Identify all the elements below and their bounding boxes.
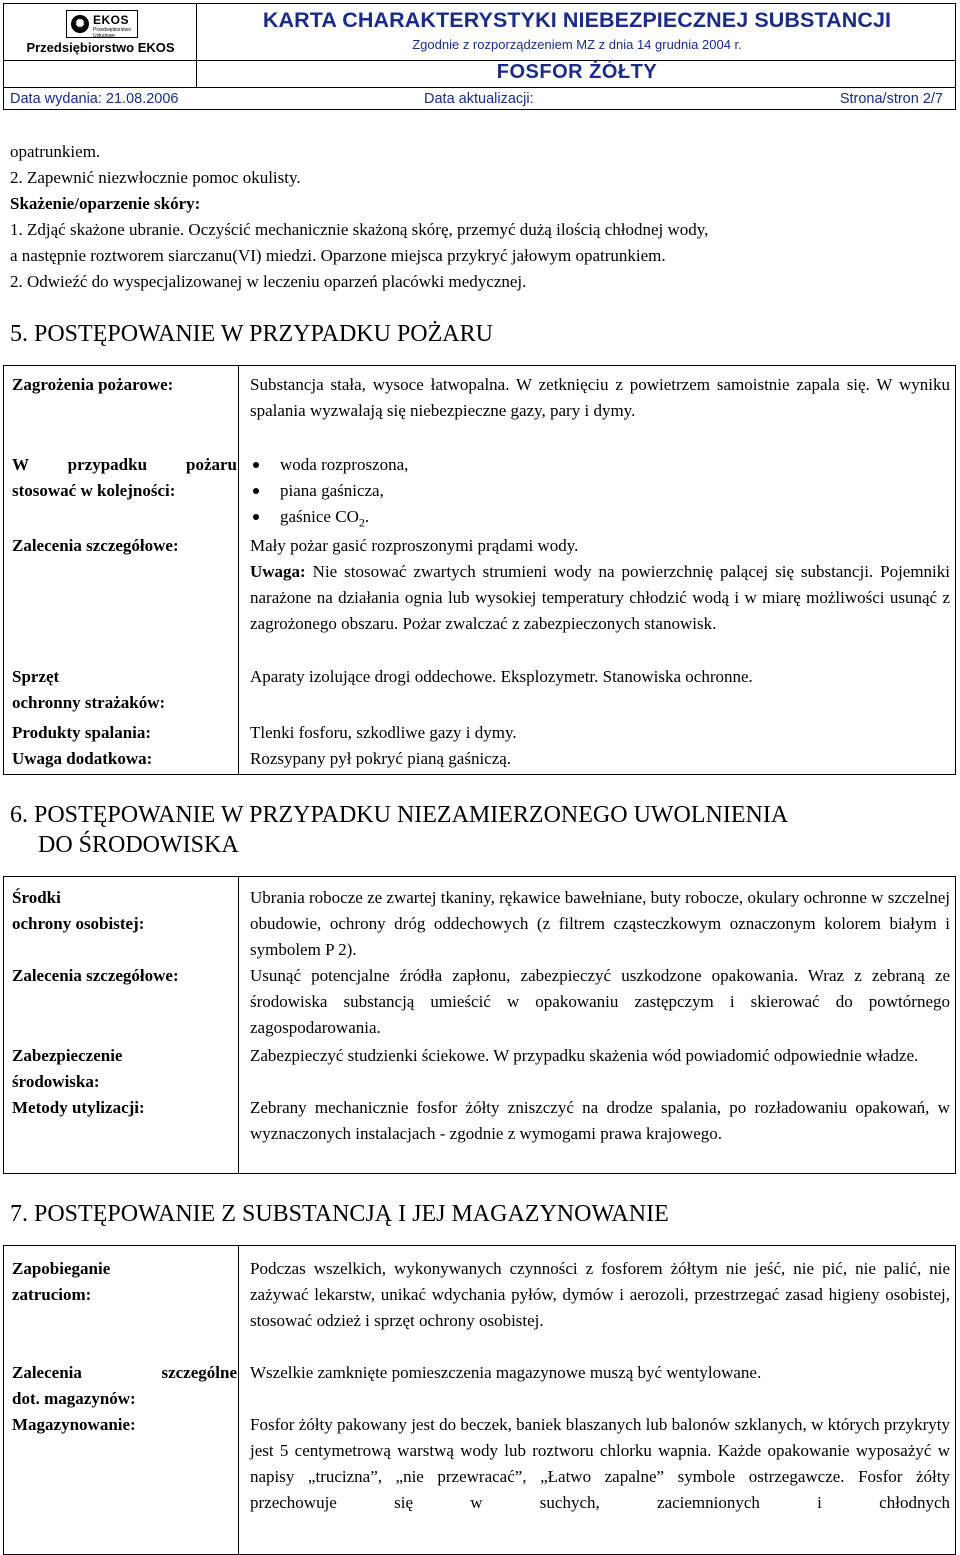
section-7-heading: 7. POSTĘPOWANIE Z SUBSTANCJĄ I JEJ MAGAZYNOWANIE — [10, 1201, 669, 1227]
combustion-products-value: Tlenki fosforu, szkodliwe gazy i dymy. — [250, 723, 517, 742]
section-5-heading: 5. POSTĘPOWANIE W PRZYPADKU POŻARU — [10, 321, 493, 347]
extinguishing-item: woda rozproszona, — [280, 455, 409, 474]
extinguishing-label: stosować w kolejności: — [12, 481, 176, 500]
intro-line: opatrunkiem. — [10, 142, 101, 161]
fire-details-label: Zalecenia szczegółowe: — [12, 536, 179, 555]
storage-value: Fosfor żółty pakowany jest do beczek, baniek blaszanych lub balonów szklanych, w których przykryty jest 5 centymetrową warstwą wody lub roztworu chlorku wapnia. Każde opakowanie wyposażyć w napisy „trucizna”, „nie przewracać”, „Łatwo zapalne” symbole ostrzegawcze. Fosfor żółty przechowuje się w suchych, zaciemnionych i chłodnych — [250, 1415, 950, 1512]
column-divider — [238, 366, 239, 774]
handling-storage-table — [3, 1245, 956, 1555]
poisoning-prevention-label: zatruciom: — [12, 1285, 92, 1304]
poisoning-prevention-value: Podczas wszelkich, wykonywanych czynności z fosforem żółtym nie jeść, nie pić, nie palić, nie zażywać lekarstw, unikać wdychania pyłów, dymów i aerozoli, przestrzegać zasad higieny osobistej, stosować odzież i sprzęt ochrony osobistej. — [250, 1259, 950, 1330]
issue-date: Data wydania: 21.08.2006 — [10, 91, 179, 107]
additional-note-label: Uwaga dodatkowa: — [12, 749, 153, 768]
extinguishing-item: gaśnice $CO_2$. — [280, 507, 370, 530]
skin-contamination-heading: Skażenie/oparzenie skóry: — [10, 194, 201, 213]
fire-details-line: Mały pożar gasić rozproszonymi prądami wody. — [250, 536, 579, 555]
environment-protection-label: środowiska: — [12, 1072, 100, 1091]
document-header — [3, 3, 956, 110]
section-6-heading: DO ŚRODOWISKA — [38, 832, 239, 858]
ppe-label: ochrony osobistej: — [12, 914, 145, 933]
logo-subtext: Przedsiębiorstwo Usługowe — [93, 27, 132, 39]
intro-line: 2. Zapewnić niezwłocznie pomoc okulisty. — [10, 168, 301, 187]
bullet-icon — [253, 488, 259, 494]
combustion-products-label: Produkty spalania: — [12, 723, 152, 742]
storage-label: Magazynowanie: — [12, 1415, 136, 1434]
fire-hazards-value: Substancja stała, wysoce łatwopalna. W zetknięciu z powietrzem samoistnie zapala się. W wyniku spalania wyzwalają się niebezpieczne gazy, pary i dymy. — [250, 375, 950, 420]
additional-note-value: Rozsypany pył pokryć pianą gaśniczą. — [250, 749, 512, 768]
bullet-icon — [253, 462, 259, 468]
ppe-label: Środki — [12, 888, 61, 907]
firefighter-equipment-value: Aparaty izolujące drogi oddechowe. Eksplozymetr. Stanowiska ochronne. — [250, 667, 753, 686]
storage-recommendations-value: Wszelkie zamknięte pomieszczenia magazynowe muszą być wentylowane. — [250, 1363, 762, 1382]
page-number: Strona/stron 2/7 — [839, 91, 943, 107]
disposal-methods-label: Metody utylizacji: — [12, 1098, 145, 1117]
regulation-note: Zgodnie z rozporządzeniem MZ z dnia 14 grudnia 2004 r. — [412, 37, 742, 52]
document-title: KARTA CHARAKTERYSTYKI NIEBEZPIECZNEJ SUBSTANCJI — [262, 8, 892, 32]
logo-emblem-icon: ✺ — [71, 15, 89, 33]
environment-protection-value: Zabezpieczyć studzienki ściekowe. W przypadku skażenia wód powiadomić odpowiednie władze. — [250, 1046, 919, 1065]
fire-measures-table — [3, 365, 956, 775]
ppe-value: Ubrania robocze ze zwartej tkaniny, rękawice bawełniane, buty robocze, okulary ochronne w szczelnej obudowie, ochrony dróg oddechowych (z filtrem cząsteczkowym oznaczonym kolorem białym i symbolem P 2). — [250, 888, 950, 959]
company-name: Przedsiębiorstwo EKOS — [26, 40, 175, 55]
storage-recommendations-label: Zalecenia szczególne — [12, 1363, 237, 1382]
intro-line: a następnie roztworem siarczanu(VI) miedzi. Oparzone miejsca przykryć jałowym opatrunkiem. — [10, 246, 666, 265]
extinguishing-item: piana gaśnicza, — [280, 481, 384, 500]
poisoning-prevention-label: Zapobieganie — [12, 1259, 111, 1278]
bullet-icon — [253, 514, 259, 520]
intro-line: 1. Zdjąć skażone ubranie. Oczyścić mechanicznie skażoną skórę, przemyć dużą ilością chłodnej wody, — [10, 220, 709, 239]
fire-hazards-label: Zagrożenia pożarowe: — [12, 375, 174, 394]
release-details-value: Usunąć potencjalne źródła zapłonu, zabezpieczyć uszkodzone opakowania. Wraz z zebraną ze środowiska substancją umieścić w opakowaniu zastępczym i skierować do powtórnego zagospodarowania. — [250, 966, 950, 1037]
substance-name: FOSFOR ŻÓŁTY — [496, 61, 658, 83]
header-meta-bar — [4, 87, 955, 110]
environment-protection-label: Zabezpieczenie — [12, 1046, 123, 1065]
extinguishing-label: W przypadku pożaru — [12, 455, 237, 474]
storage-recommendations-label: dot. magazynów: — [12, 1389, 136, 1408]
disposal-methods-value: Zebrany mechanicznie fosfor żółty zniszczyć na drodze spalania, po rozładowaniu opakowań, w wyznaczonych instalacjach - zgodnie z wymogami prawa krajowego. — [250, 1098, 950, 1143]
firefighter-equipment-label: ochronny strażaków: — [12, 693, 166, 712]
release-details-label: Zalecenia szczegółowe: — [12, 966, 179, 985]
column-divider — [238, 877, 239, 1173]
intro-line: 2. Odwieźć do wyspecjalizowanej w leczeniu oparzeń placówki medycznej. — [10, 272, 527, 291]
firefighter-equipment-label: Sprzęt — [12, 667, 60, 686]
section-6-heading: 6. POSTĘPOWANIE W PRZYPADKU NIEZAMIERZONEGO UWOLNIENIA — [10, 802, 789, 828]
header-company-box — [4, 4, 197, 87]
accidental-release-table — [3, 876, 956, 1174]
logo-text: EKOS — [93, 13, 130, 27]
company-logo — [66, 10, 138, 38]
column-divider — [238, 1246, 239, 1554]
fire-details-value: Uwaga: Nie stosować zwartych strumieni wody na powierzchnię palącej się substancji. Pojemniki narażone na działania ognia lub wysokiej temperatury chłodzić wodą i w miarę możliwości usunąć z zagrożonego obszaru. Pożar zwalczać z zabezpieczonych stanowisk. — [250, 562, 951, 633]
update-date-label: Data aktualizacji: — [424, 91, 534, 107]
